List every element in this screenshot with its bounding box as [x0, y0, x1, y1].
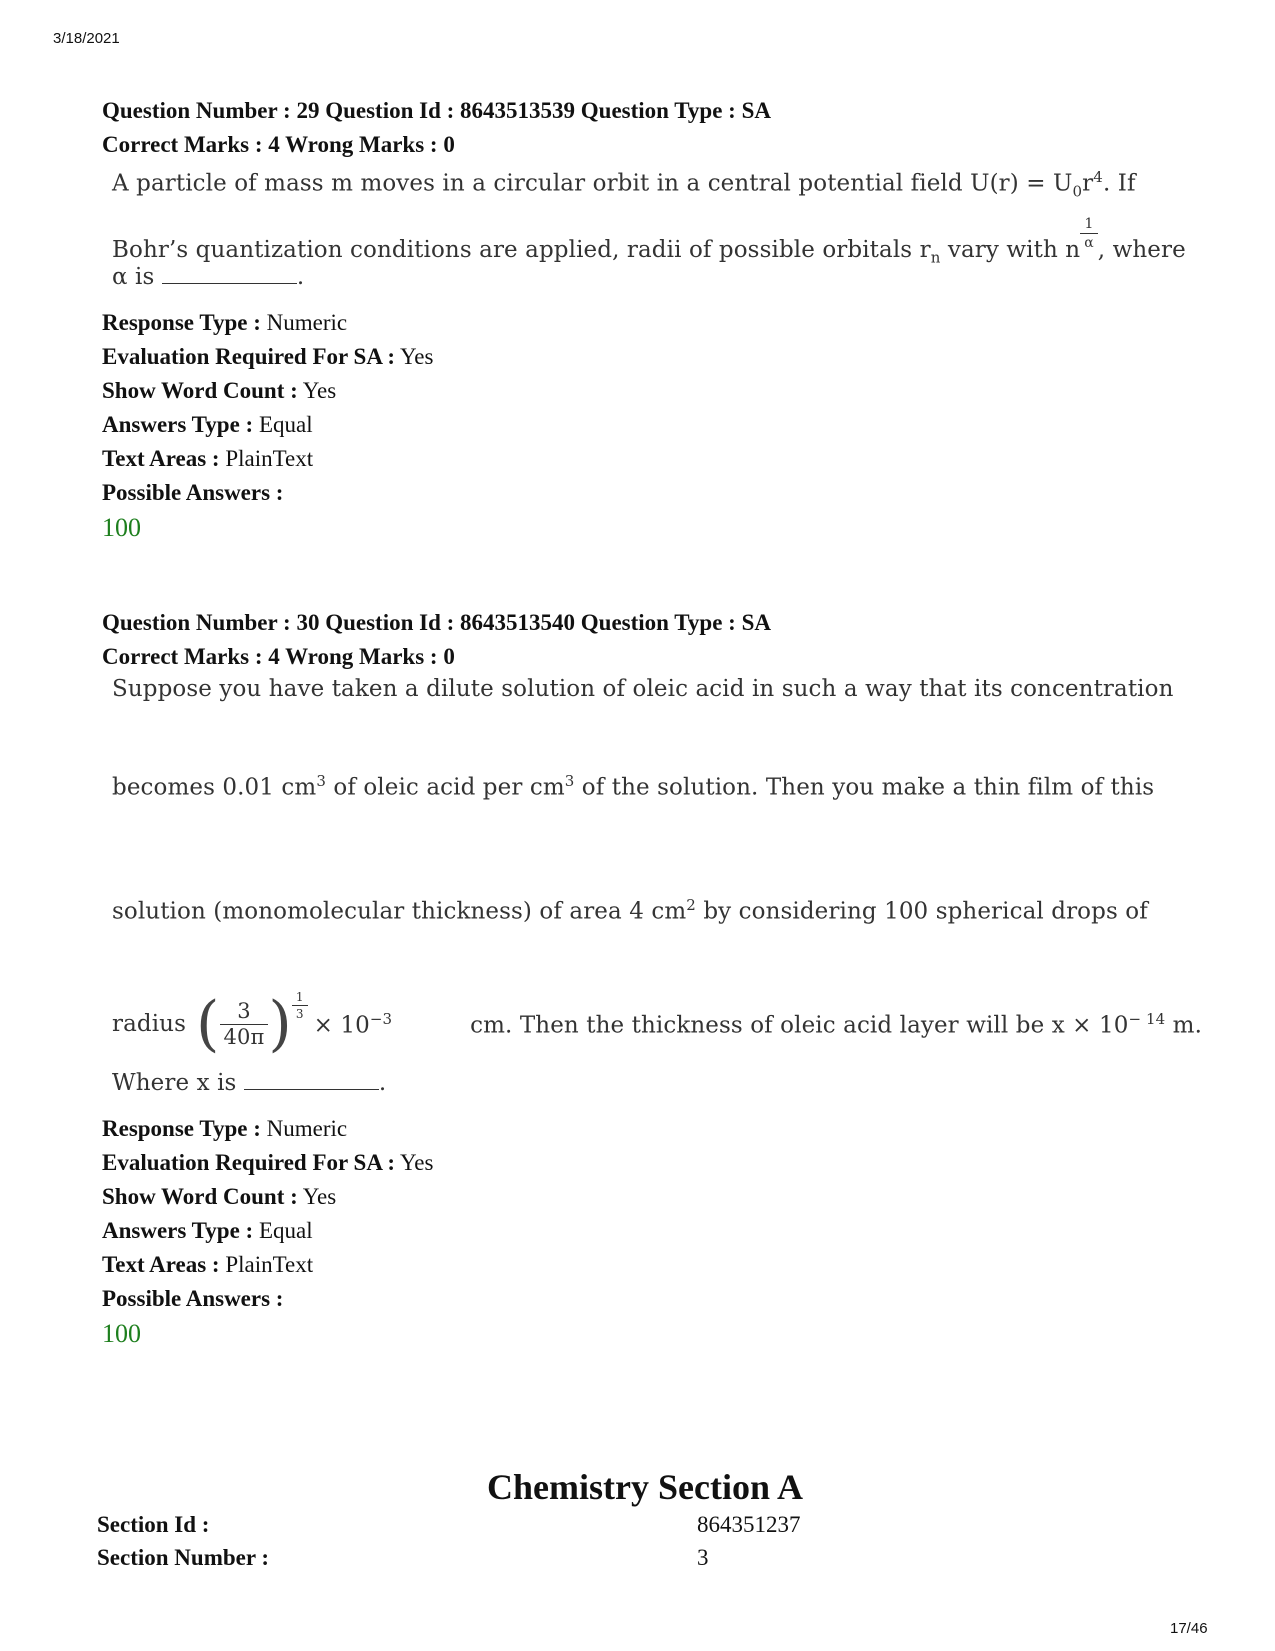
- text-sup: 3: [564, 772, 575, 790]
- word-count-value: Yes: [302, 1184, 337, 1209]
- text-run: of the solution. Then you make a thin film of this: [574, 774, 1155, 801]
- frac-den: 40π: [223, 1024, 265, 1049]
- answers-type-value: Equal: [258, 412, 313, 437]
- question-text: [102, 168, 1202, 304]
- question-meta: [102, 1112, 1202, 1316]
- meta-label: Answers Type :: [102, 412, 254, 437]
- meta-label: Answers Type :: [102, 1218, 254, 1243]
- text-run: .: [296, 264, 305, 290]
- meta-label: Show Word Count :: [102, 1184, 298, 1209]
- text-run: . If: [1102, 170, 1136, 197]
- text-run: m.: [1165, 1012, 1202, 1039]
- text-sup: 4: [1093, 168, 1103, 186]
- text-run: .: [378, 1070, 387, 1096]
- section-id-label: Section Id :: [97, 1512, 210, 1537]
- question-29: [102, 94, 1202, 546]
- text-sup: 2: [686, 896, 696, 914]
- meta-label: Possible Answers :: [102, 1286, 284, 1311]
- question-marks: Correct Marks : 4 Wrong Marks : 0: [102, 644, 455, 669]
- text-sub: 0: [1072, 182, 1083, 201]
- paren-left: (: [196, 989, 220, 1059]
- text-run: A particle of mass m moves in a circular orbit in a central potential field U(r) = U: [112, 170, 1073, 197]
- print-date: 3/18/2021: [53, 30, 120, 47]
- text-run: Bohr’s quantization conditions are applied, radii of possible orbitals r: [112, 237, 931, 264]
- meta-label: Response Type :: [102, 310, 261, 335]
- text-sup: − 14: [1128, 1009, 1166, 1028]
- section-id-row: [97, 1512, 801, 1538]
- meta-label: Possible Answers :: [102, 480, 284, 505]
- paren-right: ): [268, 989, 292, 1059]
- question-header: Question Number : 30 Question Id : 8643513540 Question Type : SA: [102, 610, 771, 635]
- text-areas-value: PlainText: [225, 1252, 314, 1277]
- text-run: by considering 100 spherical drops of: [695, 898, 1148, 925]
- text-sup: −3: [369, 1009, 393, 1028]
- meta-label: Evaluation Required For SA :: [102, 344, 396, 369]
- exp-num: 1: [292, 991, 308, 1006]
- text-run: cm. Then the thickness of oleic acid layer will be x × 10: [470, 1012, 1129, 1039]
- meta-label: Evaluation Required For SA :: [102, 1150, 396, 1175]
- question-header: Question Number : 29 Question Id : 8643513539 Question Type : SA: [102, 98, 771, 123]
- question-meta: [102, 306, 1202, 510]
- page-number: 17/46: [1170, 1620, 1208, 1637]
- meta-label: Show Word Count :: [102, 378, 298, 403]
- text-run: radius: [112, 1011, 187, 1037]
- exp-den: 3: [295, 1007, 304, 1021]
- meta-label: Response Type :: [102, 1116, 261, 1141]
- text-run: , where: [1097, 237, 1186, 264]
- question-marks: Correct Marks : 4 Wrong Marks : 0: [102, 132, 455, 157]
- text-sup: 3: [316, 772, 326, 790]
- text-run: vary with n: [940, 237, 1081, 264]
- section-number-row: [97, 1545, 709, 1571]
- possible-answer: 100: [102, 1319, 141, 1348]
- possible-answer: 100: [102, 513, 141, 542]
- evaluation-value: Yes: [400, 1150, 434, 1175]
- question-text: [102, 676, 1202, 1110]
- text-run: × 10: [313, 1012, 370, 1039]
- answer-blank: [162, 267, 297, 284]
- text-run: becomes 0.01 cm: [112, 774, 317, 801]
- response-type-value: Numeric: [266, 310, 348, 335]
- evaluation-value: Yes: [400, 344, 434, 369]
- frac-den: α: [1084, 235, 1094, 252]
- answer-blank: [244, 1073, 379, 1090]
- response-type-value: Numeric: [266, 1116, 348, 1141]
- answers-type-value: Equal: [258, 1218, 313, 1243]
- text-run: solution (monomolecular thickness) of area 4 cm: [112, 898, 687, 925]
- text-sub: n: [930, 248, 941, 267]
- meta-label: Text Areas :: [102, 1252, 220, 1277]
- section-id-value: 864351237: [697, 1512, 801, 1537]
- text-run: α is: [112, 264, 155, 290]
- word-count-value: Yes: [302, 378, 337, 403]
- section-title: Chemistry Section A: [487, 1467, 803, 1507]
- text-areas-value: PlainText: [225, 446, 314, 471]
- text-run: r: [1082, 170, 1094, 197]
- text-run: Where x is: [112, 1070, 237, 1096]
- question-30: [102, 606, 1202, 1352]
- section-number-value: 3: [697, 1545, 709, 1570]
- frac-num: 3: [220, 1001, 269, 1025]
- text-run: Suppose you have taken a dilute solution of oleic acid in such a way that its concentration: [112, 676, 1174, 702]
- meta-label: Text Areas :: [102, 446, 220, 471]
- frac-num: 1: [1080, 217, 1098, 234]
- section-number-label: Section Number :: [97, 1545, 270, 1570]
- text-run: of oleic acid per cm: [325, 774, 565, 801]
